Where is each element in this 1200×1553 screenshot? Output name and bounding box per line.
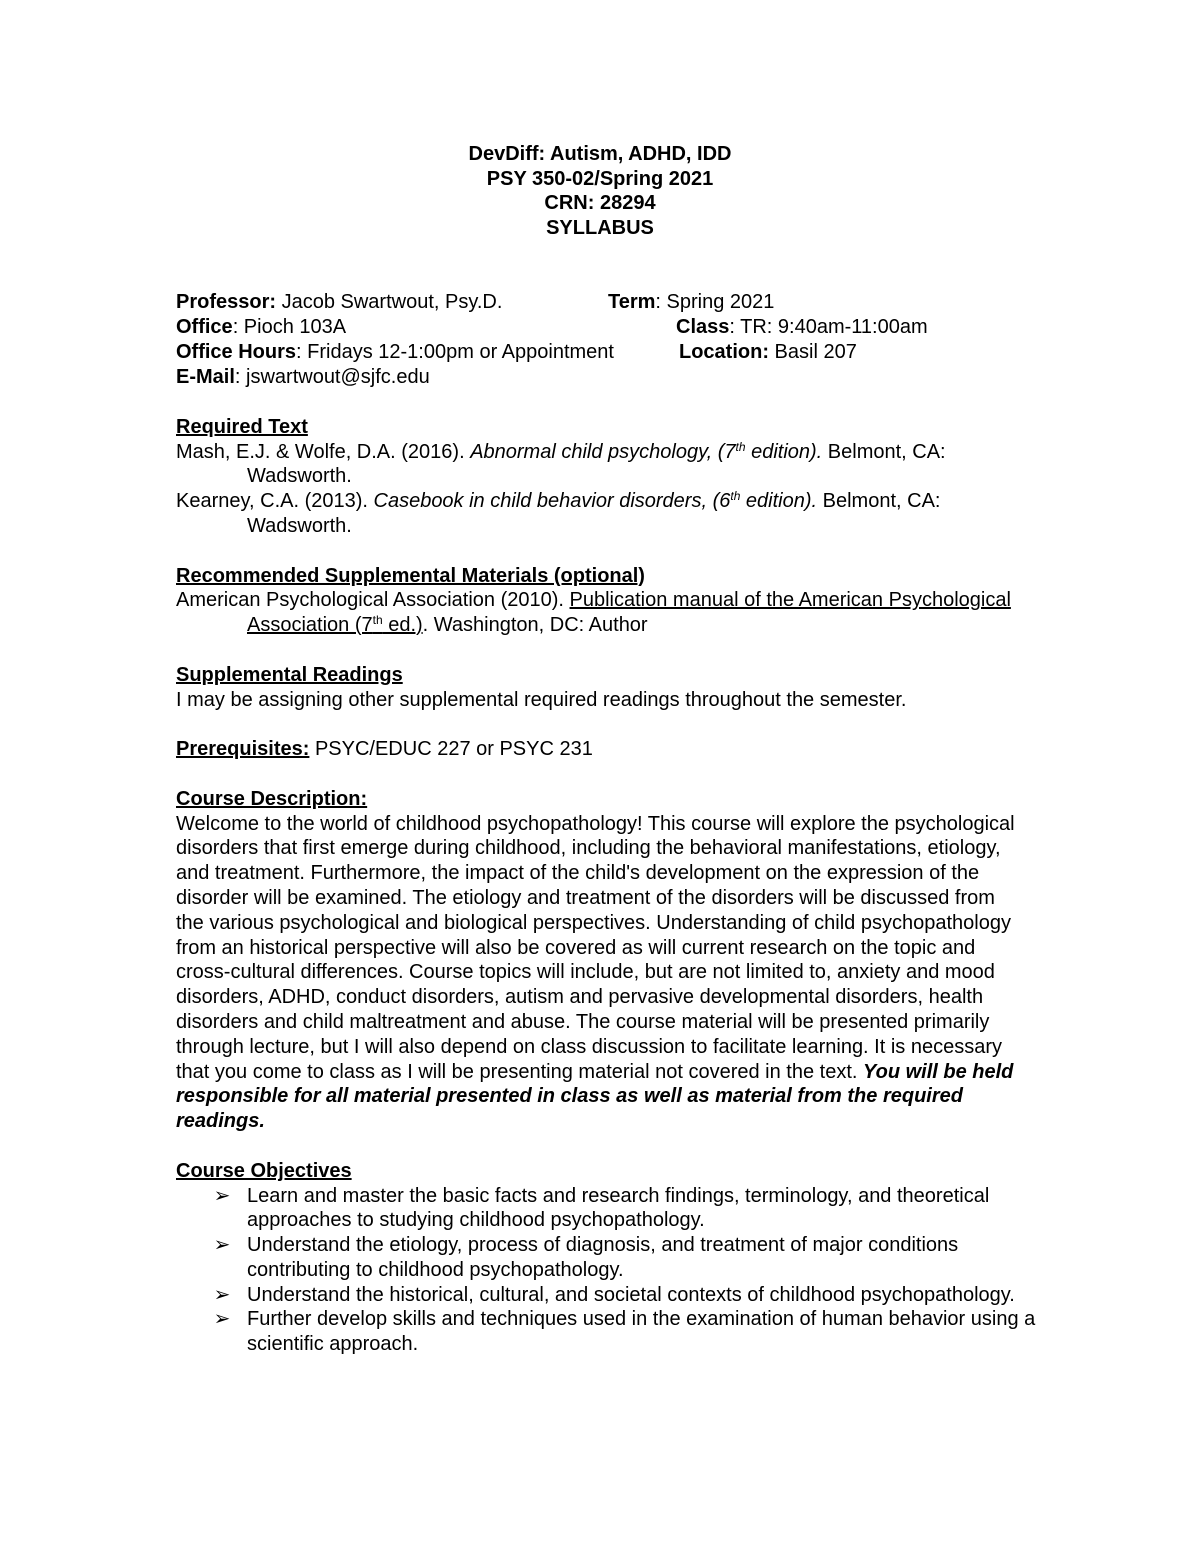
course-crn: CRN: 28294: [544, 192, 656, 214]
course-description-emphasis: You will be held responsible for all material presented in class as well as material from the required readings.: [176, 1060, 1014, 1133]
supplemental-readings-heading: Supplemental Readings: [176, 663, 403, 686]
course-objectives-heading: Course Objectives: [176, 1159, 352, 1182]
prerequisites-text: PSYC/EDUC 227 or PSYC 231: [309, 738, 593, 761]
professor-value: Jacob Swartwout, Psy.D.: [276, 291, 503, 313]
info-row-email: [176, 365, 1036, 390]
arrow-bullet-icon: ➢: [213, 1234, 231, 1257]
arrow-bullet-icon: ➢: [213, 1184, 231, 1207]
info-row-professor: [176, 290, 1036, 315]
supplemental-materials-heading: Recommended Supplemental Materials (optional): [176, 564, 645, 587]
list-item: ➢ Understand the historical, cultural, and societal contexts of childhood psychopathology.: [213, 1283, 1015, 1306]
syllabus-header: [0, 142, 1200, 240]
office-hours-value: : Fridays 12-1:00pm or Appointment: [296, 341, 614, 363]
prerequisites-heading: Prerequisites:: [176, 738, 310, 761]
arrow-bullet-icon: ➢: [213, 1283, 231, 1306]
course-code: PSY 350-02/Spring 2021: [486, 167, 714, 190]
arrow-bullet-icon: ➢: [213, 1308, 231, 1331]
professor-label: Professor:: [176, 291, 277, 313]
syllabus-content: [176, 290, 1036, 1357]
list-item: ➢ Learn and master the basic facts and research findings, terminology, and theoretical approaches to studying childhood psychopathology.: [213, 1184, 990, 1232]
course-description-heading: Course Description:: [176, 787, 368, 810]
document-title: SYLLABUS: [546, 216, 654, 239]
email-value[interactable]: : jswartwout@sjfc.edu: [234, 366, 430, 388]
class-label: Class: [676, 316, 730, 338]
class-value: : TR: 9:40am-11:00am: [729, 316, 928, 338]
supplemental-materials-ref: American Psychological Association (2010). Publication manual of the American Psychological Association (7th ed.). Washington, DC: Author: [176, 589, 1011, 637]
location-value: Basil 207: [769, 341, 857, 363]
email-label: E-Mail: [176, 366, 235, 388]
prerequisites: [176, 737, 1036, 762]
course-objectives-list: [176, 1184, 1036, 1358]
list-item: ➢ Understand the etiology, process of diagnosis, and treatment of major conditions contributing to childhood psychopathology.: [213, 1234, 959, 1281]
course-title: DevDiff: Autism, ADHD, IDD: [468, 143, 732, 165]
info-row-hours: [176, 340, 1036, 365]
term-label: Term: [608, 291, 656, 313]
office-label: Office: [176, 316, 233, 338]
required-text-ref-1: Mash, E.J. & Wolfe, D.A. (2016). Abnormal child psychology, (7th edition). Belmont, CA: Wadsworth.: [176, 439, 946, 488]
location-label: Location:: [679, 341, 769, 363]
course-description-text: Welcome to the world of childhood psychopathology! This course will explore the psychological disorders that first emerge during childhood, including the behavioral manifestations, etiology, and treatment. Furthermore, the impact of the child's development on the expression of the disorder will be examined. The etiology and treatment of the disorders will be discussed from the various psychological and biological perspectives. Understanding of child psychopathology from an historical perspective will also be covered as will current research on the topic and cross-cultural differences. Course topics will include, but are not limited to, anxiety and mood disorders, ADHD, conduct disorders, autism and pervasive developmental disorders, health disorders and child maltreatment and abuse. The course material will be presented primarily through lecture, but I will also depend on class discussion to facilitate learning. It is necessary that you come to class as I will be presenting material not covered in the text. You will be held responsible for all material presented in class as well as material from the required readings.: [176, 812, 1015, 1133]
list-item: ➢ Further develop skills and techniques used in the examination of human behavior using a scientific approach.: [213, 1308, 1036, 1356]
office-value: : Pioch 103A: [232, 316, 347, 338]
required-text-ref-2: Kearney, C.A. (2013). Casebook in child behavior disorders, (6th edition). Belmont, CA: Wadsworth.: [176, 489, 941, 537]
supplemental-readings-text: I may be assigning other supplemental required readings throughout the semester.: [176, 688, 907, 711]
office-hours-label: Office Hours: [176, 341, 297, 363]
info-row-office: [176, 315, 1036, 340]
term-value: : Spring 2021: [655, 291, 775, 313]
required-text-heading: Required Text: [176, 415, 308, 438]
